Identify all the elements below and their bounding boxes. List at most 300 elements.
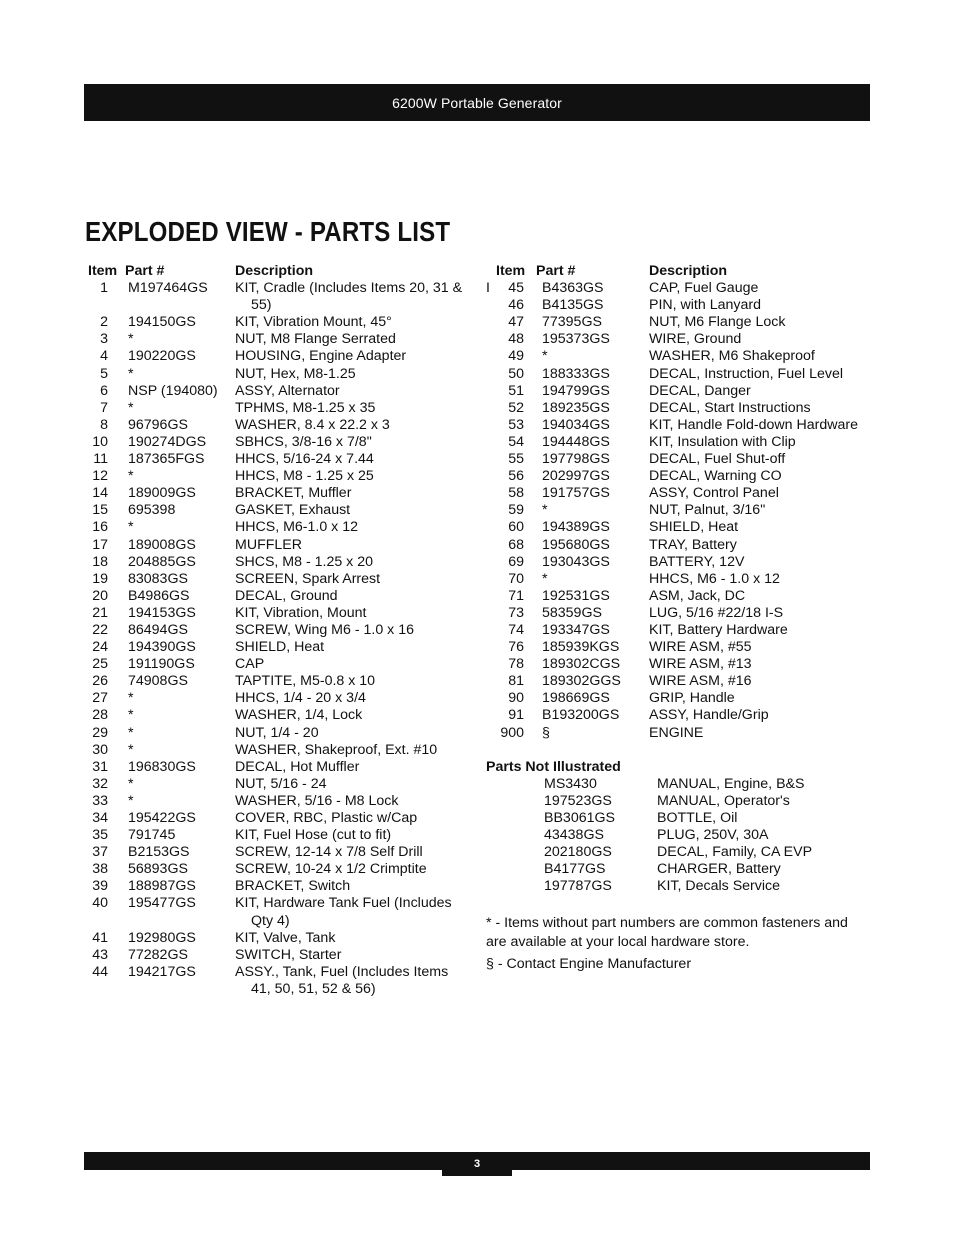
part-description: SHIELD, Heat (649, 519, 739, 536)
part-description-text: ASSY, Alternator (235, 382, 340, 399)
part-description: PIN, with Lanyard (649, 297, 761, 314)
parts-row (88, 383, 468, 400)
parts-row (486, 571, 866, 588)
part-description-text: BRACKET, Switch (235, 878, 351, 895)
item-number: 24 (92, 639, 108, 656)
part-description-text: TAPTITE, M5-0.8 x 10 (235, 673, 376, 690)
part-description: WIRE ASM, #55 (649, 639, 752, 656)
part-number: M197464GS (128, 280, 208, 297)
part-description (235, 930, 468, 947)
item-number: 44 (92, 963, 108, 980)
part-number: * (542, 348, 548, 365)
part-number: 193347GS (542, 621, 610, 638)
part-number: 695398 (128, 502, 176, 519)
item-number: 50 (508, 365, 524, 382)
parts-row (88, 690, 468, 707)
parts-row (88, 280, 468, 314)
item-number: 41 (92, 929, 108, 946)
part-description-text: BRACKET, Muffler (235, 485, 352, 502)
part-description: MANUAL, Engine, B&S (657, 775, 805, 792)
part-description: LUG, 5/16 #22/18 I-S (649, 604, 784, 621)
part-description (235, 502, 468, 519)
part-description-text: KIT, Hardware Tank Fuel (Includes (235, 895, 452, 912)
column-header-item: Item (88, 263, 118, 279)
item-number: 43 (92, 946, 108, 963)
part-description: DECAL, Warning CO (649, 468, 782, 485)
item-number: 32 (92, 775, 108, 792)
parts-row (486, 707, 866, 724)
part-description (235, 725, 468, 742)
part-description-text: DECAL, Hot Muffler (235, 758, 360, 775)
parts-not-illustrated-list (486, 776, 866, 896)
part-number: MS3430 (544, 775, 597, 792)
revision-mark (486, 656, 496, 673)
parts-row (88, 605, 468, 622)
part-description (235, 861, 468, 878)
page-title: EXPLODED VIEW - PARTS LIST (85, 216, 451, 247)
part-number: 193043GS (542, 553, 610, 570)
part-description-text: KIT, Valve, Tank (235, 929, 336, 946)
item-number: 39 (92, 878, 108, 895)
part-description (235, 639, 468, 656)
parts-row (88, 964, 468, 998)
part-number: 194034GS (542, 416, 610, 433)
part-description: DECAL, Start Instructions (649, 399, 811, 416)
parts-row (88, 639, 468, 656)
part-number: * (542, 570, 548, 587)
revision-mark (486, 519, 496, 536)
part-description-text: SCREW, 10-24 x 1/2 Crimptite (235, 861, 427, 878)
part-description-text: NUT, M8 Flange Serrated (235, 331, 396, 348)
part-description: DECAL, Family, CA EVP (657, 844, 813, 861)
parts-row (88, 537, 468, 554)
part-number: 204885GS (128, 553, 196, 570)
parts-row (88, 776, 468, 793)
item-number: 54 (508, 433, 524, 450)
part-description-text: SBHCS, 3/8-16 x 7/8" (235, 433, 372, 450)
part-description: CAP, Fuel Gauge (649, 280, 759, 297)
part-description (235, 348, 468, 365)
part-description (235, 827, 468, 844)
parts-row (486, 656, 866, 673)
parts-row (88, 485, 468, 502)
part-description (235, 571, 468, 588)
parts-row (486, 502, 866, 519)
parts-row (88, 844, 468, 861)
parts-row (88, 827, 468, 844)
item-number: 10 (92, 433, 108, 450)
revision-mark (486, 588, 496, 605)
part-description-text: KIT, Vibration Mount, 45° (235, 314, 392, 331)
part-description (235, 554, 468, 571)
revision-mark (486, 725, 496, 742)
part-description (235, 742, 468, 759)
revision-mark (486, 417, 496, 434)
part-description-text: NUT, 5/16 - 24 (235, 775, 327, 792)
part-description-text: TPHMS, M8-1.25 x 35 (235, 399, 376, 416)
part-number: 202997GS (542, 468, 610, 485)
part-description: BATTERY, 12V (649, 553, 745, 570)
part-number: 194389GS (542, 519, 610, 536)
part-description (235, 656, 468, 673)
part-description: DECAL, Fuel Shut-off (649, 451, 786, 468)
part-description (235, 400, 468, 417)
parts-row (486, 673, 866, 690)
parts-row (88, 707, 468, 724)
part-description (235, 759, 468, 776)
part-number: 194150GS (128, 314, 196, 331)
item-number: 37 (92, 844, 108, 861)
item-number: 76 (508, 639, 524, 656)
part-description-text: WASHER, Shakeproof, Ext. #10 (235, 741, 438, 758)
part-description-text: MUFFLER (235, 536, 302, 553)
part-number: * (128, 775, 134, 792)
part-description (235, 366, 468, 383)
part-number: B4986GS (128, 587, 190, 604)
part-description-text: HHCS, 5/16-24 x 7.44 (235, 451, 374, 468)
item-number: 69 (508, 553, 524, 570)
revision-mark (486, 314, 496, 331)
part-description: CHARGER, Battery (657, 861, 781, 878)
item-number: 46 (508, 297, 524, 314)
part-description: WIRE ASM, #16 (649, 673, 752, 690)
part-description (235, 707, 468, 724)
revision-mark (486, 348, 496, 365)
parts-row (88, 793, 468, 810)
parts-row (486, 348, 866, 365)
parts-row (486, 400, 866, 417)
part-description: KIT, Decals Service (657, 878, 780, 895)
revision-mark (486, 622, 496, 639)
part-number: 194217GS (128, 963, 196, 980)
item-number: 30 (92, 741, 108, 758)
part-number: * (128, 792, 134, 809)
part-number: B4363GS (542, 280, 604, 297)
item-number: 8 (100, 416, 108, 433)
item-number: 20 (92, 587, 108, 604)
item-number: 14 (92, 485, 108, 502)
part-description (235, 451, 468, 468)
not-illustrated-row (486, 793, 866, 810)
part-number: 86494GS (128, 621, 188, 638)
part-number: 58359GS (542, 604, 602, 621)
item-number: 73 (508, 604, 524, 621)
item-number: 58 (508, 485, 524, 502)
revision-mark (486, 331, 496, 348)
part-description (235, 844, 468, 861)
part-number: 195373GS (542, 331, 610, 348)
item-number: 59 (508, 502, 524, 519)
part-description (235, 519, 468, 536)
item-number: 74 (508, 621, 524, 638)
part-description: ASSY, Control Panel (649, 485, 779, 502)
part-description-text: KIT, Fuel Hose (cut to fit) (235, 827, 392, 844)
item-number: 71 (508, 587, 524, 604)
item-number: 7 (100, 399, 108, 416)
part-number: 83083GS (128, 570, 188, 587)
revision-mark (486, 537, 496, 554)
part-description-text: COVER, RBC, Plastic w/Cap (235, 810, 418, 826)
revision-mark (486, 707, 496, 724)
part-description-text: WASHER, 1/4, Lock (235, 707, 363, 724)
part-number: 77395GS (542, 314, 602, 331)
part-number: * (128, 331, 134, 348)
parts-row (88, 725, 468, 742)
part-description (235, 314, 468, 331)
not-illustrated-row (486, 827, 866, 844)
revision-mark (486, 434, 496, 451)
part-description: NUT, M6 Flange Lock (649, 314, 786, 331)
parts-row (486, 588, 866, 605)
part-number: * (128, 399, 134, 416)
part-description-text: SCREEN, Spark Arrest (235, 570, 381, 587)
part-number: 188987GS (128, 878, 196, 895)
parts-row (486, 417, 866, 434)
part-description-text: WASHER, 8.4 x 22.2 x 3 (235, 416, 390, 433)
parts-row (88, 759, 468, 776)
item-number: 27 (92, 690, 108, 707)
column-header-part: Part # (536, 263, 576, 279)
parts-row (486, 537, 866, 554)
part-number: 194390GS (128, 639, 196, 656)
document-header-title: 6200W Portable Generator (392, 94, 562, 111)
item-number: 18 (92, 553, 108, 570)
part-number: 195477GS (128, 895, 196, 912)
revision-mark (486, 502, 496, 519)
item-number: 34 (92, 810, 108, 826)
item-number: 3 (100, 331, 108, 348)
part-description (235, 673, 468, 690)
item-number: 12 (92, 468, 108, 485)
part-number: 190274DGS (128, 433, 207, 450)
page-number: 3 (442, 1152, 512, 1176)
part-description-text: KIT, Vibration, Mount (235, 604, 367, 621)
part-description: ENGINE (649, 724, 704, 741)
item-number: 1 (100, 280, 108, 297)
part-number: 192531GS (542, 587, 610, 604)
part-number: 189302GGS (542, 673, 621, 690)
parts-row (88, 810, 468, 827)
part-number: * (128, 724, 134, 741)
part-description-text: DECAL, Ground (235, 587, 338, 604)
part-number: 196830GS (128, 758, 196, 775)
part-number: 96796GS (128, 416, 188, 433)
column-header-item: Item (496, 263, 526, 279)
part-description (235, 417, 468, 434)
parts-row (486, 725, 866, 742)
revision-mark (486, 451, 496, 468)
part-number: 192980GS (128, 929, 196, 946)
part-description: BOTTLE, Oil (657, 809, 738, 826)
part-number: 187365FGS (128, 451, 205, 468)
part-number: 189008GS (128, 536, 196, 553)
part-description-continued: 41, 50, 51, 52 & 56) (251, 980, 376, 997)
part-description (235, 588, 468, 605)
item-number: 16 (92, 519, 108, 536)
part-number: B4177GS (544, 861, 606, 878)
item-number: 21 (92, 604, 108, 621)
part-number: 194799GS (542, 382, 610, 399)
parts-row (486, 468, 866, 485)
item-number: 70 (508, 570, 524, 587)
part-description (235, 776, 468, 793)
part-description-text: HHCS, M6-1.0 x 12 (235, 519, 358, 536)
engine-note: § - Contact Engine Manufacturer (486, 956, 692, 973)
item-number: 81 (508, 673, 524, 690)
revision-mark (486, 554, 496, 571)
part-description-text: NUT, Hex, M8-1.25 (235, 365, 356, 382)
not-illustrated-row (486, 776, 866, 793)
column-header-description: Description (235, 263, 314, 279)
parts-row (486, 554, 866, 571)
part-description-text: SCREW, 12-14 x 7/8 Self Drill (235, 844, 423, 861)
item-number: 47 (508, 314, 524, 331)
part-number: 191190GS (128, 656, 195, 673)
part-number: B193200GS (542, 707, 620, 724)
part-description (235, 331, 468, 348)
item-number: 68 (508, 536, 524, 553)
parts-row (88, 417, 468, 434)
parts-row (88, 588, 468, 605)
part-number: 188333GS (542, 365, 610, 382)
part-description: HHCS, M6 - 1.0 x 12 (649, 570, 780, 587)
part-description (235, 810, 468, 827)
parts-row (88, 434, 468, 451)
item-number: 31 (92, 758, 108, 775)
parts-row (88, 622, 468, 639)
revision-mark (486, 297, 496, 314)
part-number: * (128, 690, 134, 707)
parts-row (88, 895, 468, 929)
parts-list-left (88, 263, 468, 998)
part-number: 791745 (128, 827, 176, 844)
parts-row (88, 861, 468, 878)
parts-row (88, 400, 468, 417)
part-description: KIT, Handle Fold-down Hardware (649, 416, 858, 433)
part-number: B4135GS (542, 297, 604, 314)
part-description: DECAL, Instruction, Fuel Level (649, 365, 843, 382)
item-number: 22 (92, 621, 108, 638)
part-number: * (128, 519, 134, 536)
parts-row (88, 519, 468, 536)
parts-row (486, 451, 866, 468)
item-number: 56 (508, 468, 524, 485)
part-description-text: SHCS, M8 - 1.25 x 20 (235, 553, 373, 570)
part-number: 189235GS (542, 399, 610, 416)
item-number: 51 (508, 382, 524, 399)
item-number: 4 (100, 348, 108, 365)
parts-row (88, 314, 468, 331)
part-number: § (542, 724, 550, 741)
item-number: 91 (508, 707, 524, 724)
item-number: 26 (92, 673, 108, 690)
part-number: * (128, 741, 134, 758)
revision-mark (486, 673, 496, 690)
part-number: 195680GS (542, 536, 610, 553)
item-number: 35 (92, 827, 108, 844)
parts-row (88, 502, 468, 519)
fasteners-note: * - Items without part numbers are common fasteners and are available at your local hardware store. (486, 915, 848, 951)
part-description-continued: 55) (251, 297, 272, 314)
part-number: * (542, 502, 548, 519)
part-description-text: HHCS, 1/4 - 20 x 3/4 (235, 690, 366, 707)
part-number: 189302CGS (542, 656, 621, 673)
part-description: KIT, Battery Hardware (649, 621, 788, 638)
item-number: 38 (92, 861, 108, 878)
parts-row (88, 930, 468, 947)
part-description-continued: Qty 4) (251, 912, 290, 929)
part-description-text: GASKET, Exhaust (235, 502, 351, 519)
revision-mark (486, 690, 496, 707)
part-number: 195422GS (128, 810, 196, 826)
part-description-text: HHCS, M8 - 1.25 x 25 (235, 468, 374, 485)
part-description (235, 383, 468, 400)
revision-mark (486, 383, 496, 400)
item-number: 78 (508, 656, 524, 673)
parts-row (486, 383, 866, 400)
parts-row (486, 366, 866, 383)
parts-row (88, 468, 468, 485)
parts-not-illustrated-title: Parts Not Illustrated (486, 758, 621, 775)
part-description-text: KIT, Cradle (Includes Items 20, 31 & (235, 280, 463, 297)
parts-row (486, 331, 866, 348)
part-number: 43438GS (544, 827, 604, 843)
part-number: B2153GS (128, 844, 190, 861)
part-description (235, 793, 468, 810)
parts-table-header (486, 263, 866, 280)
header-bar (84, 84, 870, 121)
part-description-text: CAP (235, 656, 265, 673)
part-description: NUT, Palnut, 3/16" (649, 502, 766, 519)
item-number: 60 (508, 519, 524, 536)
part-number: 190220GS (128, 348, 196, 365)
parts-row (486, 314, 866, 331)
item-number: 52 (508, 399, 524, 416)
part-description-text: SHIELD, Heat (235, 639, 325, 656)
part-number: 185939KGS (542, 639, 620, 656)
item-number: 15 (92, 502, 108, 519)
parts-row (88, 451, 468, 468)
item-number: 2 (100, 314, 108, 331)
item-number: 29 (92, 724, 108, 741)
part-description: DECAL, Danger (649, 382, 751, 399)
revision-mark (486, 639, 496, 656)
part-description: TRAY, Battery (649, 536, 737, 553)
part-number: * (128, 365, 134, 382)
parts-row (88, 331, 468, 348)
part-number: 56893GS (128, 861, 188, 878)
part-description (235, 280, 468, 314)
part-description (235, 964, 468, 998)
item-number: 17 (92, 536, 108, 553)
parts-row (88, 656, 468, 673)
parts-row (486, 485, 866, 502)
item-number: 19 (92, 570, 108, 587)
revision-mark (486, 605, 496, 622)
parts-row (88, 673, 468, 690)
revision-mark (486, 400, 496, 417)
part-number: 197787GS (544, 878, 612, 895)
item-number: 55 (508, 451, 524, 468)
revision-mark (486, 571, 496, 588)
part-description-text: SWITCH, Starter (235, 946, 342, 963)
parts-row (88, 878, 468, 895)
part-description: GRIP, Handle (649, 690, 735, 707)
part-number: 191757GS (542, 485, 610, 502)
parts-list-right (486, 263, 866, 974)
parts-row (486, 639, 866, 656)
part-number: 197523GS (544, 792, 612, 809)
